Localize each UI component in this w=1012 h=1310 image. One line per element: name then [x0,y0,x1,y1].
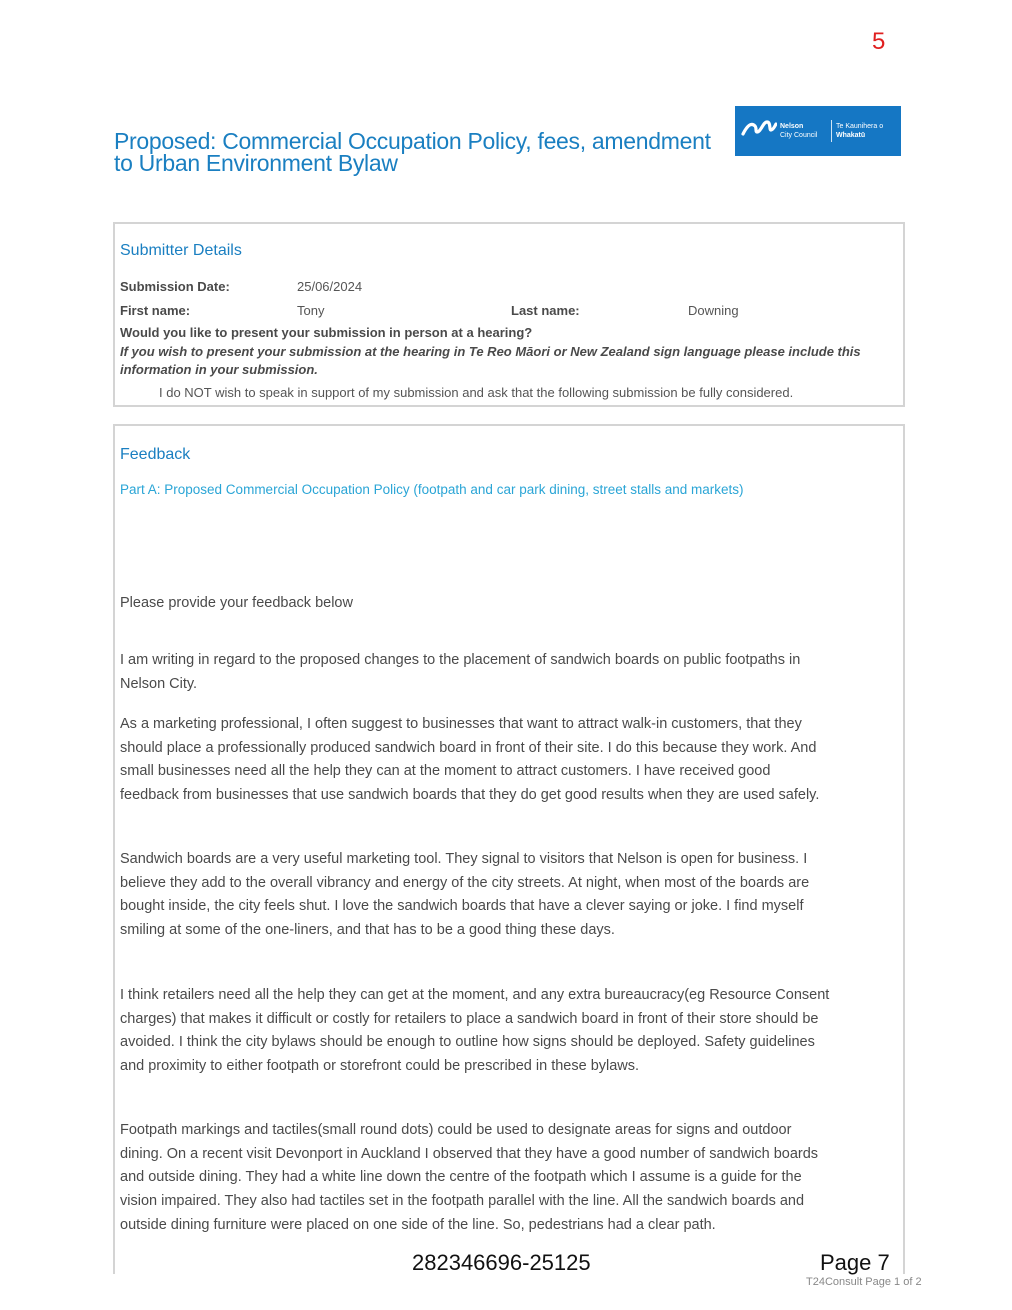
feedback-paragraph: As a marketing professional, I often suggest to businesses that want to attract walk-in customers, that they should place a professionally produced sandwich board in front of their site. I do this because they work. And small businesses need all the help they can at the moment to attract customers. I have received good feedback from businesses that use sandwich boards that they do get good results when they are used safely. [120,716,820,804]
feedback-paragraph: I am writing in regard to the proposed changes to the placement of sandwich boards on public footpaths in Nelson City. [120,652,801,692]
submission-date-value: 25/06/2024 [297,279,363,294]
feedback-prompt: Please provide your feedback below [120,595,353,611]
logo-english-name: Nelson City Council [780,123,818,139]
council-logo [735,106,901,156]
hearing-question: Would you like to present your submission in person at a hearing? [120,325,533,340]
logo-maori-name: Te Kaunihera o Whakatū [836,123,884,139]
council-logo-icon [741,116,777,138]
footer-meta: T24Consult Page 1 of 2 [806,1276,922,1288]
feedback-paragraph: Sandwich boards are a very useful marketing tool. They signal to visitors that Nelson is open for business. I believe they add to the overall vibrancy and energy of the city streets. At night, when most of the boards are bought inside, the city feels shut. I love the sandwich boards that have a clever saying or joke. I find myself smiling at some of the one-liners, and that has to be a good thing these days. [120,851,810,939]
hearing-answer: I do NOT wish to speak in support of my submission and ask that the following submission be fully considered. [159,385,794,400]
last-name-value: Downing [688,303,739,318]
hearing-language-note: If you wish to present your submission at the hearing in Te Reo Māori or New Zealand sign language please include this information in your submission. [120,344,861,377]
submitter-details-heading: Submitter Details [120,242,242,259]
last-name-label: Last name: [511,303,580,318]
part-a-heading: Part A: Proposed Commercial Occupation Policy (footpath and car park dining, street stalls and markets) [120,482,744,497]
logo-divider [831,120,832,142]
footer-page-number: Page 7 [820,1250,890,1275]
page-number-top: 5 [872,28,886,55]
feedback-heading: Feedback [120,446,191,463]
first-name-label: First name: [120,303,191,318]
page-title: Proposed: Commercial Occupation Policy, fees, amendment to Urban Environment Bylaw [114,128,711,176]
footer-document-id: 282346696-25125 [412,1250,591,1275]
feedback-paragraph: I think retailers need all the help they can get at the moment, and any extra bureaucracy(eg Resource Consent charges) that makes it difficult or costly for retailers to place a sandwich board in front of their store should be avoided. I think the city bylaws should be enough to outline how signs should be deployed. Safety guidelines and proximity to either footpath or storefront could be prescribed in these bylaws. [120,987,830,1075]
first-name-value: Tony [297,303,325,318]
feedback-paragraph: Footpath markings and tactiles(small round dots) could be used to designate areas for signs and outdoor dining. On a recent visit Devonport in Auckland I observed that they have a good number of sandwich boards and outside dining. They had a white line down the centre of the footpath which I assume is a guide for the vision impaired. They also had tactiles set in the footpath parallel with the line. All the sandwich boards and outside dining furniture were placed on one side of the line. So, pedestrians had a clear path. [120,1122,819,1233]
submission-date-label: Submission Date: [120,279,230,294]
